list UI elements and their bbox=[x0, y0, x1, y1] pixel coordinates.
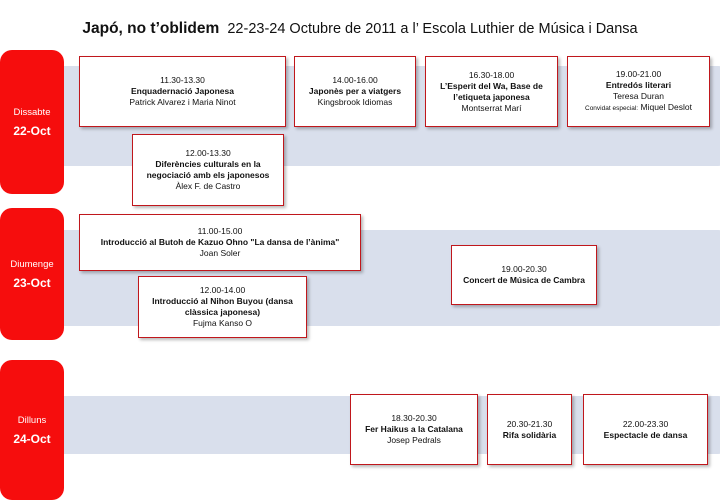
guest-label: Convidat especial: bbox=[585, 105, 639, 112]
event-person: Teresa Duran bbox=[612, 91, 665, 101]
event-time: 16.30-18.00 bbox=[468, 69, 515, 80]
event-title: Introducció al Nihon Buyou (dansa clàssica japonesa) bbox=[152, 296, 293, 317]
event-time: 19.00-21.00 bbox=[615, 69, 662, 79]
event-time: 12.00-13.30 bbox=[185, 148, 231, 158]
day-date: 23-Oct bbox=[13, 275, 51, 290]
day-sunday bbox=[0, 208, 64, 340]
event-time: 22.00-23.30 bbox=[622, 418, 669, 429]
event-person: Àlex F. de Castro bbox=[175, 181, 241, 191]
event-card bbox=[138, 276, 307, 338]
event-time: 12.00-14.00 bbox=[199, 285, 246, 295]
event-title: Introducció al Butoh de Kazuo Ohno "La dansa de l’ànima" bbox=[100, 237, 340, 247]
event-title: Diferències culturals en la negociació amb els japonesos bbox=[146, 159, 270, 180]
event-time: 14.00-16.00 bbox=[332, 75, 378, 85]
event-card bbox=[451, 245, 597, 305]
day-name: Dissabte bbox=[13, 106, 51, 118]
event-title: Enquadernació Japonesa bbox=[131, 86, 234, 96]
event-time: 20.30-21.30 bbox=[506, 418, 553, 429]
event-card bbox=[487, 394, 572, 465]
event-guest bbox=[585, 102, 692, 114]
event-card bbox=[294, 56, 416, 127]
day-monday bbox=[0, 360, 64, 500]
event-time: 19.00-20.30 bbox=[501, 264, 547, 274]
event-time: 18.30-20.30 bbox=[391, 413, 437, 423]
day-name: Diumenge bbox=[10, 258, 54, 270]
event-person: Patrick Alvarez i Maria Ninot bbox=[129, 97, 236, 107]
event-card bbox=[79, 56, 286, 127]
page-title bbox=[0, 20, 720, 38]
event-title: Espectacle de dansa bbox=[603, 429, 688, 440]
event-title: Japonès per a viatgers bbox=[308, 86, 402, 96]
event-person: Kingsbrook Idiomas bbox=[317, 97, 393, 107]
title-main: Japó, no t’oblidem bbox=[82, 20, 220, 37]
event-card bbox=[132, 134, 284, 206]
event-card bbox=[350, 394, 478, 465]
event-title: Concert de Música de Cambra bbox=[463, 275, 585, 285]
day-saturday bbox=[0, 50, 64, 194]
title-rest: 22-23-24 Octubre de 2011 a l’ Escola Luthier de Música i Dansa bbox=[227, 21, 638, 37]
event-card bbox=[79, 214, 361, 271]
event-title: L’Esperit del Wa, Base de l’etiqueta japonesa bbox=[440, 80, 543, 102]
event-person: Fujma Kanso O bbox=[192, 318, 253, 328]
day-date: 24-Oct bbox=[13, 431, 51, 446]
event-title: Entredós literari bbox=[605, 80, 672, 90]
event-time: 11.00-15.00 bbox=[197, 226, 243, 236]
event-card bbox=[425, 56, 558, 127]
event-time: 11.30-13.30 bbox=[160, 75, 205, 85]
day-name: Dilluns bbox=[17, 414, 47, 426]
event-title: Rifa solidària bbox=[502, 429, 557, 440]
event-person: Josep Pedrals bbox=[387, 435, 441, 445]
event-person: Joan Soler bbox=[199, 248, 241, 258]
guest-name: Miquel Deslot bbox=[640, 102, 692, 112]
event-card bbox=[567, 56, 710, 127]
day-date: 22-Oct bbox=[13, 123, 51, 138]
event-person: Montserrat Marí bbox=[461, 102, 522, 113]
event-title: Fer Haikus a la Catalana bbox=[365, 424, 463, 434]
event-card bbox=[583, 394, 708, 465]
